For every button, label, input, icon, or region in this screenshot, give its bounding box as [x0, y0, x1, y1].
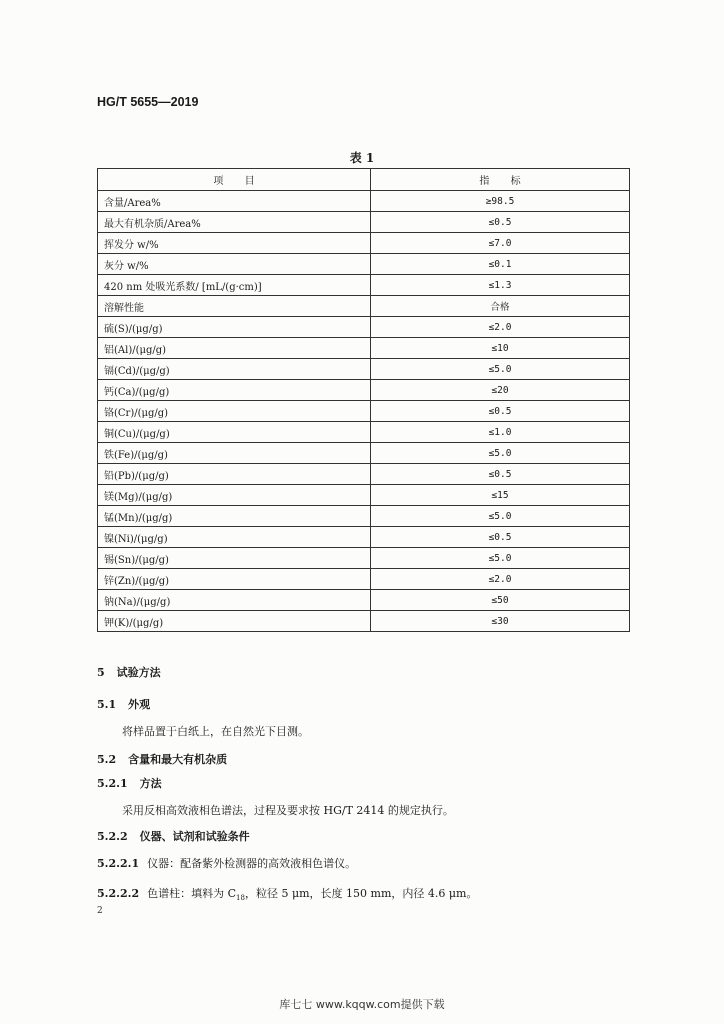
table-row: [98, 422, 630, 443]
row-value: ≤5.0: [371, 548, 630, 569]
section-5-2-2-2-paragraph: [97, 885, 477, 902]
row-value: ≤0.5: [371, 212, 630, 233]
row-value: ≤1.0: [371, 422, 630, 443]
row-value: ≤20: [371, 380, 630, 401]
table-row: [98, 464, 630, 485]
section-number: 5.1: [97, 698, 117, 711]
row-item: 镉(Cd)/(μg/g): [98, 359, 371, 380]
row-item: 溶解性能: [98, 296, 371, 317]
row-value: ≤5.0: [371, 443, 630, 464]
paragraph-text-before: 色谱柱：填料为 C: [147, 887, 237, 900]
row-item: 铬(Cr)/(μg/g): [98, 401, 371, 422]
section-number: 5.2.2.2: [97, 887, 140, 900]
row-value: ≤30: [371, 611, 630, 632]
section-title: 试验方法: [116, 666, 161, 679]
row-value: ≤2.0: [371, 317, 630, 338]
section-number: 5.2.1: [97, 777, 128, 790]
table-row: [98, 275, 630, 296]
table-title: 表 1: [349, 151, 375, 165]
table-row: [98, 527, 630, 548]
row-value: ≤1.3: [371, 275, 630, 296]
row-item: 420 nm 处吸光系数/ [mL/(g·cm)]: [98, 275, 371, 296]
section-number: 5.2.2.1: [97, 857, 140, 870]
row-item: 含量/Area%: [98, 191, 371, 212]
table-row: [98, 254, 630, 275]
table-row: [98, 191, 630, 212]
table-row: [98, 569, 630, 590]
row-item: 铅(Pb)/(μg/g): [98, 464, 371, 485]
table-row: [98, 506, 630, 527]
table-row: [98, 212, 630, 233]
row-item: 铁(Fe)/(μg/g): [98, 443, 371, 464]
section-5-2-2-1-paragraph: [97, 855, 356, 871]
subscript-18: 18: [236, 894, 245, 903]
row-item: 钙(Ca)/(μg/g): [98, 380, 371, 401]
row-item: 锰(Mn)/(μg/g): [98, 506, 371, 527]
row-value: ≤0.1: [371, 254, 630, 275]
row-value: ≤7.0: [371, 233, 630, 254]
row-item: 最大有机杂质/Area%: [98, 212, 371, 233]
standard-code: HG/T 5655—2019: [97, 95, 199, 109]
page-number: 2: [97, 906, 103, 916]
paragraph-text: 仪器：配备紫外检测器的高效液相色谱仪。: [147, 857, 357, 870]
table-row: [98, 317, 630, 338]
table-header-row: [98, 169, 630, 191]
row-item: 铜(Cu)/(μg/g): [98, 422, 371, 443]
table-row: [98, 233, 630, 254]
row-item: 锡(Sn)/(μg/g): [98, 548, 371, 569]
row-value: ≤5.0: [371, 359, 630, 380]
row-value: ≤0.5: [371, 401, 630, 422]
section-5-1-heading: [97, 696, 150, 712]
row-value: 合格: [371, 296, 630, 317]
row-value: ≤0.5: [371, 464, 630, 485]
section-title: 仪器、试剂和试验条件: [139, 830, 250, 843]
table-row: [98, 296, 630, 317]
row-item: 硫(S)/(μg/g): [98, 317, 371, 338]
table-row: [98, 485, 630, 506]
table-row: [98, 590, 630, 611]
row-value: ≤15: [371, 485, 630, 506]
header-value: 指 标: [371, 169, 630, 191]
paragraph-text-after: ，粒径 5 μm，长度 150 mm，内径 4.6 μm。: [244, 887, 478, 900]
row-item: 镁(Mg)/(μg/g): [98, 485, 371, 506]
section-5-heading: [97, 664, 161, 680]
section-5-1-text: 将样品置于白纸上，在自然光下目测。: [122, 725, 309, 738]
section-number: 5.2.2: [97, 830, 128, 843]
section-title: 方法: [139, 777, 162, 790]
table-row: [98, 548, 630, 569]
download-footer: 库七七 www.kqqw.com提供下载: [279, 998, 445, 1011]
section-5-2-1-text: 采用反相高效液相色谱法，过程及要求按 HG/T 2414 的规定执行。: [122, 804, 454, 817]
section-5-2-2-heading: [97, 828, 250, 844]
table-row: [98, 338, 630, 359]
row-value: ≤10: [371, 338, 630, 359]
row-item: 挥发分 w/%: [98, 233, 371, 254]
row-value: ≤0.5: [371, 527, 630, 548]
section-5-2-1-heading: [97, 775, 162, 791]
row-value: ≥98.5: [371, 191, 630, 212]
table-row: [98, 401, 630, 422]
section-title: 含量和最大有机杂质: [128, 753, 228, 766]
row-value: ≤5.0: [371, 506, 630, 527]
header-item: 项 目: [98, 169, 371, 191]
section-title: 外观: [128, 698, 151, 711]
table-row: [98, 611, 630, 632]
table-row: [98, 380, 630, 401]
table-row: [98, 443, 630, 464]
section-number: 5.2: [97, 753, 117, 766]
spec-table: [97, 168, 630, 632]
row-item: 锌(Zn)/(μg/g): [98, 569, 371, 590]
row-value: ≤2.0: [371, 569, 630, 590]
row-item: 钾(K)/(μg/g): [98, 611, 371, 632]
table-row: [98, 359, 630, 380]
row-item: 铝(Al)/(μg/g): [98, 338, 371, 359]
section-5-2-heading: [97, 751, 227, 767]
row-item: 灰分 w/%: [98, 254, 371, 275]
row-value: ≤50: [371, 590, 630, 611]
row-item: 镍(Ni)/(μg/g): [98, 527, 371, 548]
section-number: 5: [97, 666, 105, 679]
row-item: 钠(Na)/(μg/g): [98, 590, 371, 611]
